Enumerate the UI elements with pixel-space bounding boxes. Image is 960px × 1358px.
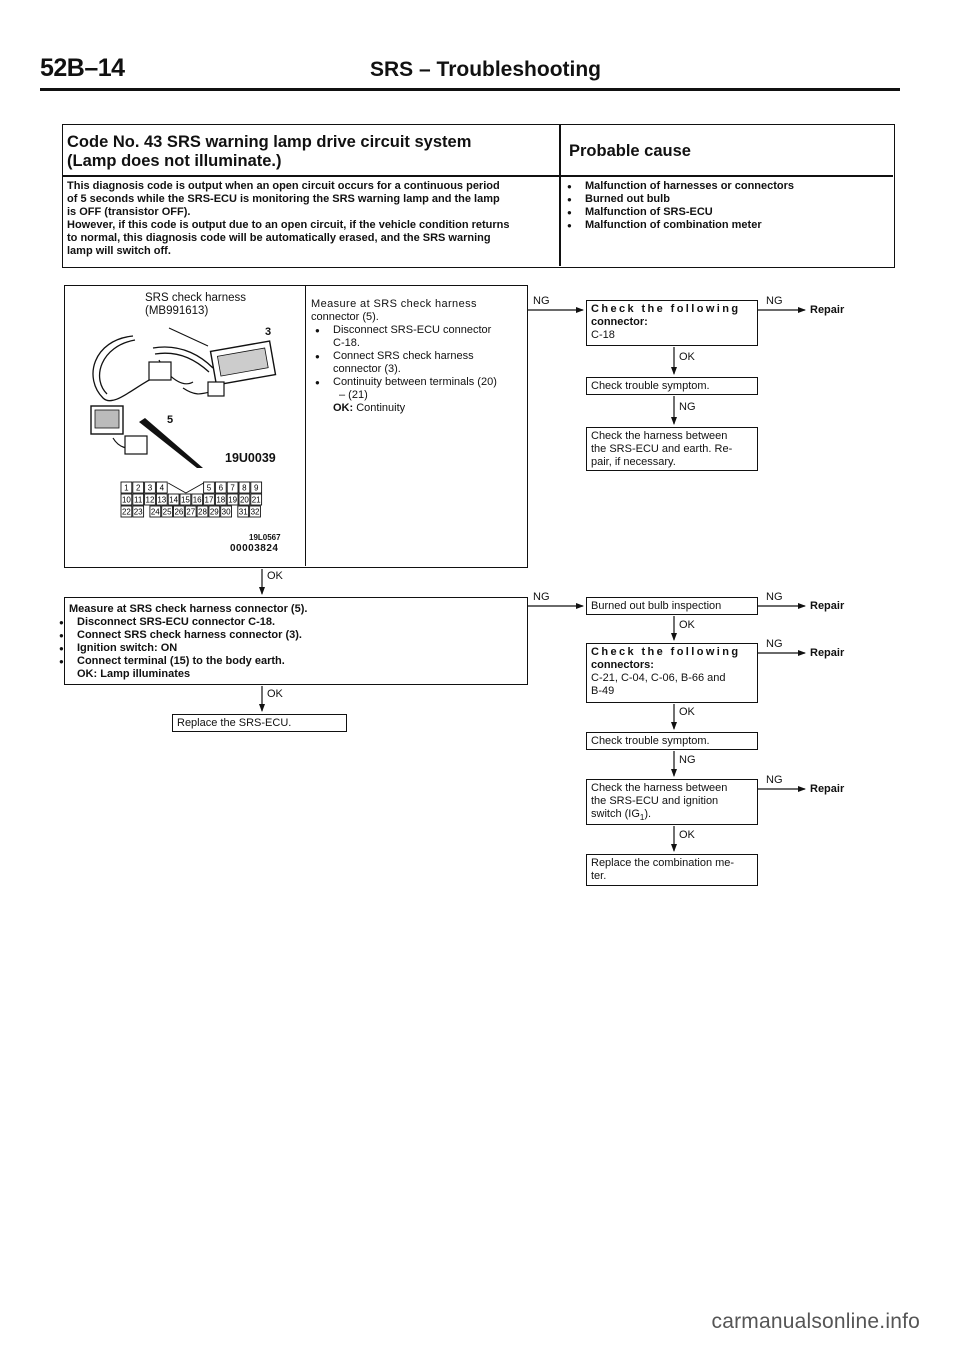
- connector-pin-label: 15: [180, 495, 190, 505]
- watermark: carmanualsonline.info: [711, 1310, 920, 1333]
- check-connectors-line4: B-49: [591, 685, 615, 697]
- ok-label: OK: [679, 351, 695, 363]
- connector-pin-label: 18: [216, 495, 226, 505]
- step1-bullet: ● Continuity between terminals (20) – (21): [311, 376, 521, 402]
- check-connectors-line1: Check the following: [591, 646, 741, 658]
- connector-pin-label: 11: [134, 495, 143, 505]
- harness-earth-line3: pair, if necessary.: [591, 456, 676, 468]
- connector-pin-label: 29: [209, 507, 219, 517]
- ng-label: NG: [766, 774, 783, 786]
- connector-pin-label: 3: [147, 483, 153, 493]
- cause-item: ● Malfunction of SRS-ECU: [563, 206, 794, 219]
- step2-bullet: ● Connect SRS check harness connector (3).: [55, 629, 519, 642]
- step1-bullet: ● Connect SRS check harness connector (3).: [311, 350, 521, 376]
- ok-label: OK: [679, 619, 695, 631]
- description-line: of 5 seconds while the SRS-ECU is monitoring the SRS warning lamp and the lamp: [67, 193, 500, 205]
- check-connector-line3: C-18: [591, 329, 615, 341]
- connector-pin-label: 30: [221, 507, 231, 517]
- step2-bullet: ● Ignition switch: ON: [55, 642, 519, 655]
- figure-code-19l0567: 19L0567: [249, 533, 281, 542]
- check-connectors-line2: connectors:: [591, 659, 654, 671]
- description-line: is OFF (transistor OFF).: [67, 206, 191, 218]
- probable-cause-header: Probable cause: [569, 142, 691, 160]
- cause-item: ● Malfunction of combination meter: [563, 219, 794, 232]
- description-line: lamp will switch off.: [67, 245, 171, 257]
- ok-label: OK: [679, 829, 695, 841]
- figure-code-00003824: 00003824: [230, 543, 279, 554]
- connector-pin-label: 16: [192, 495, 202, 505]
- trouble-symptom-box-2: Check trouble symptom.: [586, 732, 758, 750]
- harness-ign-line2: the SRS-ECU and ignition: [591, 795, 719, 807]
- step2-line1: Measure at SRS check harness connector (5).: [69, 603, 308, 615]
- check-connector-line2: connector:: [591, 316, 648, 328]
- connector-pin-label: 32: [250, 507, 260, 517]
- connector-pin-label: 28: [198, 507, 207, 517]
- connector-pin-label: 10: [121, 495, 131, 505]
- replace-srs-ecu-box: Replace the SRS-ECU.: [172, 714, 347, 732]
- repair-label: Repair: [810, 600, 845, 612]
- harness-ign-line1: Check the harness between: [591, 782, 728, 794]
- connector-pin-label: 19: [228, 495, 238, 505]
- connector-pin-label: 21: [251, 495, 261, 505]
- harness-ign-line3: switch $(IG_1)$.: [591, 808, 652, 823]
- harness-label-line2: (MB991613): [145, 305, 209, 317]
- connector-pin-label: 4: [159, 483, 165, 493]
- connector-pin-label: 23: [133, 507, 143, 517]
- cause-item: ● Malfunction of harnesses or connectors: [563, 180, 794, 193]
- ng-label: NG: [533, 295, 550, 307]
- description-line: However, if this code is output due to an open circuit, if the vehicle condition returns: [67, 219, 510, 231]
- repair-label: Repair: [810, 647, 845, 659]
- connector-pin-label: 9: [253, 483, 259, 493]
- ng-label: NG: [679, 754, 696, 766]
- connector-pin-label: 1: [124, 483, 129, 493]
- step2-ok-criteria: OK: Lamp illuminates: [77, 668, 191, 680]
- ok-label: OK: [267, 688, 283, 700]
- connector-pin-label: 17: [204, 495, 214, 505]
- connector-pin-label: 22: [121, 507, 131, 517]
- harness-earth-line2: the SRS-ECU and earth. Re-: [591, 443, 733, 455]
- connector-pin-label: 25: [162, 507, 172, 517]
- ok-label: OK: [679, 706, 695, 718]
- connector-pin-label: 8: [242, 483, 247, 493]
- ng-label: NG: [533, 591, 550, 603]
- repair-label: Repair: [810, 304, 845, 316]
- repair-label: Repair: [810, 783, 845, 795]
- callout-5: 5: [167, 414, 174, 426]
- connector-pin-label: 6: [218, 483, 224, 493]
- ng-label: NG: [679, 401, 696, 413]
- trouble-symptom-box-1: Check trouble symptom.: [586, 377, 758, 395]
- page-title: SRS – Troubleshooting: [370, 58, 602, 81]
- connector-pin-label: 26: [174, 507, 184, 517]
- figure-code-19u0039: 19U0039: [225, 451, 276, 465]
- connector-pin-label: 7: [230, 483, 235, 493]
- connector-pin-label: 13: [157, 495, 167, 505]
- cause-item: ● Burned out bulb: [563, 193, 794, 206]
- connector-pin-label: 2: [135, 483, 141, 493]
- step2-bullet: ● Connect terminal (15) to the body earth.: [55, 655, 519, 668]
- connector-pin-label: 24: [150, 507, 160, 517]
- connector-pin-label: 5: [206, 483, 212, 493]
- callout-3: 3: [265, 326, 272, 338]
- connector-pin-label: 31: [238, 507, 248, 517]
- ng-label: NG: [766, 591, 783, 603]
- description-line: to normal, this diagnosis code will be automatically erased, and the SRS warning: [67, 232, 491, 244]
- page-number: 52B–14: [40, 54, 125, 82]
- ng-label: NG: [766, 638, 783, 650]
- step1-line1: Measure at SRS check harness: [311, 298, 477, 310]
- code-title-line1: Code No. 43 SRS warning lamp drive circuit system: [67, 133, 472, 151]
- ok-label: OK: [267, 570, 283, 582]
- check-connector-line1: Check the following: [591, 303, 741, 315]
- harness-label-line1: SRS check harness: [145, 292, 246, 304]
- check-connectors-line3: C-21, C-04, C-06, B-66 and: [591, 672, 726, 684]
- harness-earth-line1: Check the harness between: [591, 430, 728, 442]
- step1-line2: connector (5).: [311, 311, 379, 323]
- code-title-line2: (Lamp does not illuminate.): [67, 152, 282, 170]
- connector-pin-label: 12: [145, 495, 155, 505]
- description-line: This diagnosis code is output when an open circuit occurs for a continuous period: [67, 180, 500, 192]
- step1-bullet: ● Disconnect SRS-ECU connector C-18.: [311, 324, 521, 350]
- connector-pin-label: 27: [186, 507, 196, 517]
- connector-pin-label: 14: [169, 495, 179, 505]
- bulb-inspection-box: Burned out bulb inspection: [586, 597, 758, 615]
- step2-bullet: ● Disconnect SRS-ECU connector C-18.: [55, 616, 519, 629]
- ng-label: NG: [766, 295, 783, 307]
- replace-meter-line2: ter.: [591, 870, 607, 882]
- step1-ok-criteria: OK: Continuity: [333, 402, 406, 414]
- replace-meter-line1: Replace the combination me-: [591, 857, 735, 869]
- connector-pin-label: 20: [239, 495, 249, 505]
